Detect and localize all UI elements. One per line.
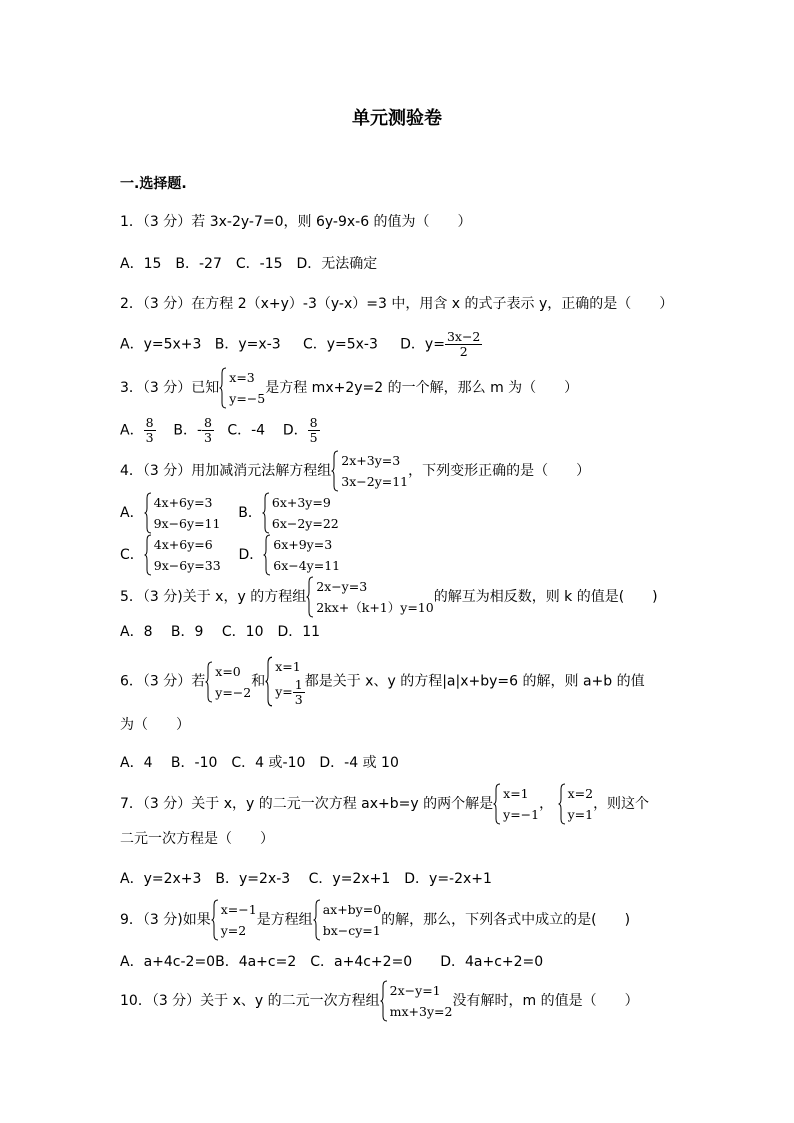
fraction (308, 416, 320, 445)
question-10-stem (120, 980, 639, 1022)
question-4-stem (120, 450, 590, 492)
equation-1: 4x+6y=3 (153, 495, 213, 510)
stem-suffix: 的解互为相反数，则 k 的值是( ) (433, 589, 658, 605)
stem-suffix: ，下列变形正确的是（ ） (408, 463, 591, 479)
question-1-options: A．15 B．-27 C．-15 D．无法确定 (120, 256, 378, 272)
equation-2: 2kx+（k+1）y=10 (316, 600, 434, 615)
equation-1: 2x−y=3 (316, 579, 368, 594)
equation-2: y=2 (220, 923, 247, 938)
option-b: B． (238, 505, 262, 521)
brace-icon (263, 534, 271, 576)
stem-suffix: 的解，那么，下列各式中成立的是( ) (381, 912, 631, 928)
question-7-stem-cont: 二元一次方程是（ ） (120, 831, 274, 847)
stem-prefix: 6．（3 分）若 (120, 673, 206, 690)
equation-system (265, 656, 305, 707)
fraction (445, 330, 482, 359)
section-heading: 一.选择题. (120, 176, 187, 192)
brace-icon (558, 783, 566, 825)
stem-prefix: 7．（3 分）关于 x，y 的二元一次方程 ax+b=y 的两个解是 (120, 796, 494, 812)
brace-icon (380, 980, 388, 1022)
numerator: 1 (294, 677, 303, 692)
option-d: D．y= (400, 336, 445, 353)
stem-suffix: 是方程 mx+2y=2 的一个解，那么 m 为（ ） (265, 380, 579, 396)
brace-icon (331, 450, 339, 492)
equation-2: 9x−6y=11 (153, 516, 221, 531)
question-9-stem (120, 899, 630, 941)
equation-1: x=−1 (220, 902, 257, 917)
question-2-options (120, 330, 482, 359)
stem-suffix: 没有解时，m 的值是（ ） (452, 993, 639, 1009)
stem-suffix: 都是关于 x、y 的方程|a|x+by=6 的解，则 a+b 的值 (304, 673, 645, 690)
equation-system (219, 367, 265, 409)
fraction (144, 416, 156, 445)
denominator: 5 (309, 430, 318, 445)
brace-icon (265, 656, 273, 707)
stem-prefix: 9．（3 分)如果 (120, 912, 211, 928)
question-7-options: A．y=2x+3 B．y=2x-3 C．y=2x+1 D．y=-2x+1 (120, 871, 492, 887)
stem-prefix: 5．（3 分)关于 x，y 的方程组 (120, 589, 307, 605)
option-a: A． (120, 505, 144, 521)
conjunction: 和 (251, 673, 266, 690)
question-5-options: A．8 B．9 C．10 D．11 (120, 624, 321, 640)
equation-system (380, 980, 453, 1022)
option-d: D． (282, 422, 308, 439)
question-5-stem (120, 576, 658, 618)
option-c: C． (120, 547, 144, 563)
question-9-options: A．a+4c-2=0B．4a+c=2 C．a+4c+2=0 D．4a+c+2=0 (120, 954, 544, 970)
equation-system (144, 492, 221, 534)
brace-icon (205, 661, 213, 703)
stem-prefix: 10．（3 分）关于 x、y 的二元一次方程组 (120, 993, 380, 1009)
equation-1: 2x+3y=3 (341, 453, 401, 468)
equation-system (205, 661, 251, 703)
stem-prefix: 4．（3 分）用加减消元法解方程组 (120, 463, 332, 479)
equation-1: 6x+9y=3 (273, 537, 333, 552)
equation-2: mx+3y=2 (389, 1004, 453, 1019)
numerator: 8 (309, 415, 318, 430)
question-4-options-ab (120, 492, 339, 534)
brace-icon (493, 783, 501, 825)
brace-icon (306, 576, 314, 618)
question-6-options: A．4 B．-10 C．4 或-10 D．-4 或 10 (120, 755, 399, 771)
numerator: 8 (204, 415, 212, 430)
question-2-stem: 2．（3 分）在方程 2（x+y）-3（y-x）=3 中，用含 x 的式子表示 y，正确的是（ ） (120, 296, 674, 312)
question-6-stem (120, 656, 645, 707)
equation-1: ax+by=0 (322, 902, 382, 917)
equation-1: 4x+6y=6 (153, 537, 213, 552)
brace-icon (144, 534, 152, 576)
equation-2: 9x−6y=33 (153, 558, 221, 573)
brace-icon (211, 899, 219, 941)
question-7-stem (120, 783, 649, 825)
option-a: A． (120, 422, 144, 439)
option-a: A．y=5x+3 (120, 336, 202, 353)
stem-suffix: ，则这个 (593, 796, 650, 812)
equation-2: y=−5 (229, 391, 266, 406)
denominator: 3 (204, 430, 212, 445)
equation-2: 6x−4y=11 (273, 558, 341, 573)
option-c: C．y=5x-3 (302, 336, 378, 353)
denominator: 3 (294, 692, 303, 707)
equation-system (144, 534, 221, 576)
option-b: B．y=x-3 (214, 336, 281, 353)
fraction (202, 416, 214, 445)
question-1-stem: 1．（3 分）若 3x-2y-7=0，则 6y-9x-6 的值为（ ） (120, 214, 472, 230)
stem-prefix: 3．（3 分）已知 (120, 380, 220, 396)
numerator: 8 (145, 415, 154, 430)
brace-icon (262, 492, 270, 534)
question-3-options (120, 416, 320, 445)
equation-system (313, 899, 381, 941)
question-6-stem-cont: 为（ ） (120, 717, 190, 733)
page-title: 单元测验卷 (352, 108, 442, 129)
equation-system (493, 783, 539, 825)
question-3-stem (120, 367, 578, 409)
stem-middle: 是方程组 (256, 912, 313, 928)
equation-system (558, 783, 594, 825)
fraction (293, 678, 305, 707)
equation-2: y=−2 (215, 684, 252, 700)
equation-1: 6x+3y=9 (271, 495, 331, 510)
equation-1: x=1 (503, 786, 529, 801)
equation-system (306, 576, 434, 618)
equation-2: y=1 (567, 807, 594, 822)
denominator: 3 (145, 430, 154, 445)
equation-1: x=1 (275, 659, 301, 674)
equation-system (331, 450, 408, 492)
equation-2: 6x−2y=22 (271, 516, 339, 531)
numerator: 3x−2 (446, 329, 481, 344)
equation-2: 3x−2y=11 (341, 474, 409, 489)
equation-system (211, 899, 257, 941)
equation-2: bx−cy=1 (322, 923, 381, 938)
equation-1: x=2 (567, 786, 594, 801)
option-c: C．-4 (227, 422, 266, 439)
equation-1: x=0 (215, 663, 241, 679)
equation-2 (275, 678, 305, 707)
denominator: 2 (459, 344, 468, 359)
equation-system (262, 492, 339, 534)
brace-icon (144, 492, 152, 534)
separator: ， (539, 796, 554, 812)
equation-2: y=−1 (503, 807, 540, 822)
question-4-options-cd (120, 534, 340, 576)
brace-icon (313, 899, 321, 941)
option-b: B．- (173, 422, 202, 439)
option-d: D． (238, 547, 264, 563)
lhs: y= (275, 684, 293, 699)
equation-system (263, 534, 340, 576)
brace-icon (219, 367, 227, 409)
equation-1: x=3 (229, 370, 255, 385)
equation-1: 2x−y=1 (389, 983, 441, 998)
